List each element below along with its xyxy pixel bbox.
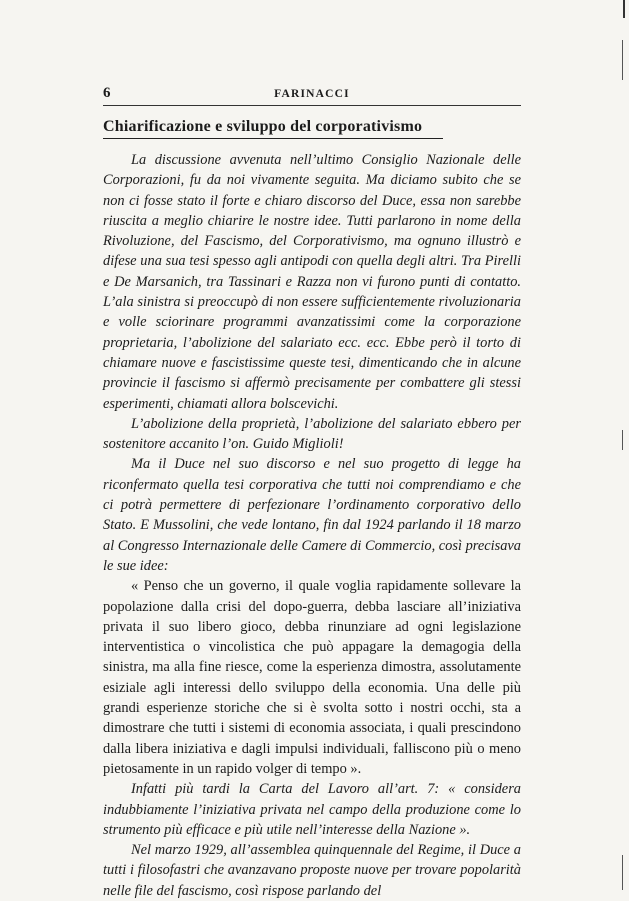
paragraph: Infatti più tardi la Carta del Lavoro all’art. 7: « considera indubbiamente l’iniziativa privata nel campo della produzione come lo strumento più efficace e più utile nell’interesse della Nazione ». <box>103 781 521 838</box>
page-header <box>103 85 521 106</box>
paragraph: La discussione avvenuta nell’ultimo Consiglio Nazionale delle Corporazioni, fu da noi vivamente seguita. Ma diciamo subito che se non ci fosse stato il forte e chiaro discorso del Duce, essa non sarebbe riuscita a meglio chiarire le nostre idee. Tutti parlarono in nome della Rivoluzione, del Fascismo, del Corporativismo, ma ognuno illustrò e difese una sua tesi spesso agli antipodi con quella degli altri. Tra Pirelli e De Marsanich, tra Tassinari e Razza non vi furono punti di contatto. L’ala sinistra si preoccupò di non essere sufficientemente rivoluzionaria e volle sciorinare programmi avanzatissimi come la corporazione proprietaria, l’abolizione del salariato ecc. ecc. Ebbe però il torto di chiamare nuove e fascistissime queste tesi, dimenticando che in alcune provincie il fascismo si affermò precisamente per combattere gli stessi esperimenti, chiamati allora bolscevichi. <box>103 152 521 412</box>
paragraph: Ma il Duce nel suo discorso e nel suo progetto di legge ha riconfermato quella tesi corporativa che tutti noi comprendiamo e che ci potrà permettere di perfezionare l’ordinamento corporativo dello Stato. E Mussolini, che vede lontano, fin dal 1924 parlando il 18 marzo al Congresso Internazionale delle Camere di Commercio, così precisava le sue idee: <box>103 456 521 574</box>
body-text <box>103 150 521 901</box>
page-edge-tick <box>622 855 623 890</box>
page-edge-mark <box>623 0 625 18</box>
page-edge-tick <box>622 40 623 80</box>
paragraph: Nel marzo 1929, all’assemblea quinquennale del Regime, il Duce a tutti i filosofastri che avanzavano proposte nuove per trovare popolarità nelle file del fascismo, così rispose parlando del <box>103 842 521 899</box>
paragraph: L’abolizione della proprietà, l’abolizione del salariato ebbero per sostenitore accanito l’on. Guido Miglioli! <box>103 415 521 453</box>
running-head: FARINACCI <box>274 88 350 100</box>
page-number: 6 <box>103 85 111 101</box>
page-edge-tick <box>622 430 623 450</box>
quotation-paragraph: « Penso che un governo, il quale voglia rapidamente sollevare la popolazione dalla crisi del dopo-guerra, debba lasciare all’iniziativa privata il suo libero gioco, debba rinunziare ad ogni legislazione interventistica o vincolistica che può appagare la demagogia della sinistra, ma alla fine riesce, come la esperienza dimostra, assolutamente esiziale agli interessi dello sviluppo della economia. Una delle più grandi esperienze storiche che si è svolta sotto i nostri occhi, sta a dimostrare che tutti i sistemi di economia associata, i quali prescindono dalla libera iniziativa e dagli impulsi individuali, falliscono più o meno pietosamente in un rapido volger di tempo ». <box>103 578 521 777</box>
section-title: Chiarificazione e sviluppo del corporativismo <box>103 118 443 139</box>
